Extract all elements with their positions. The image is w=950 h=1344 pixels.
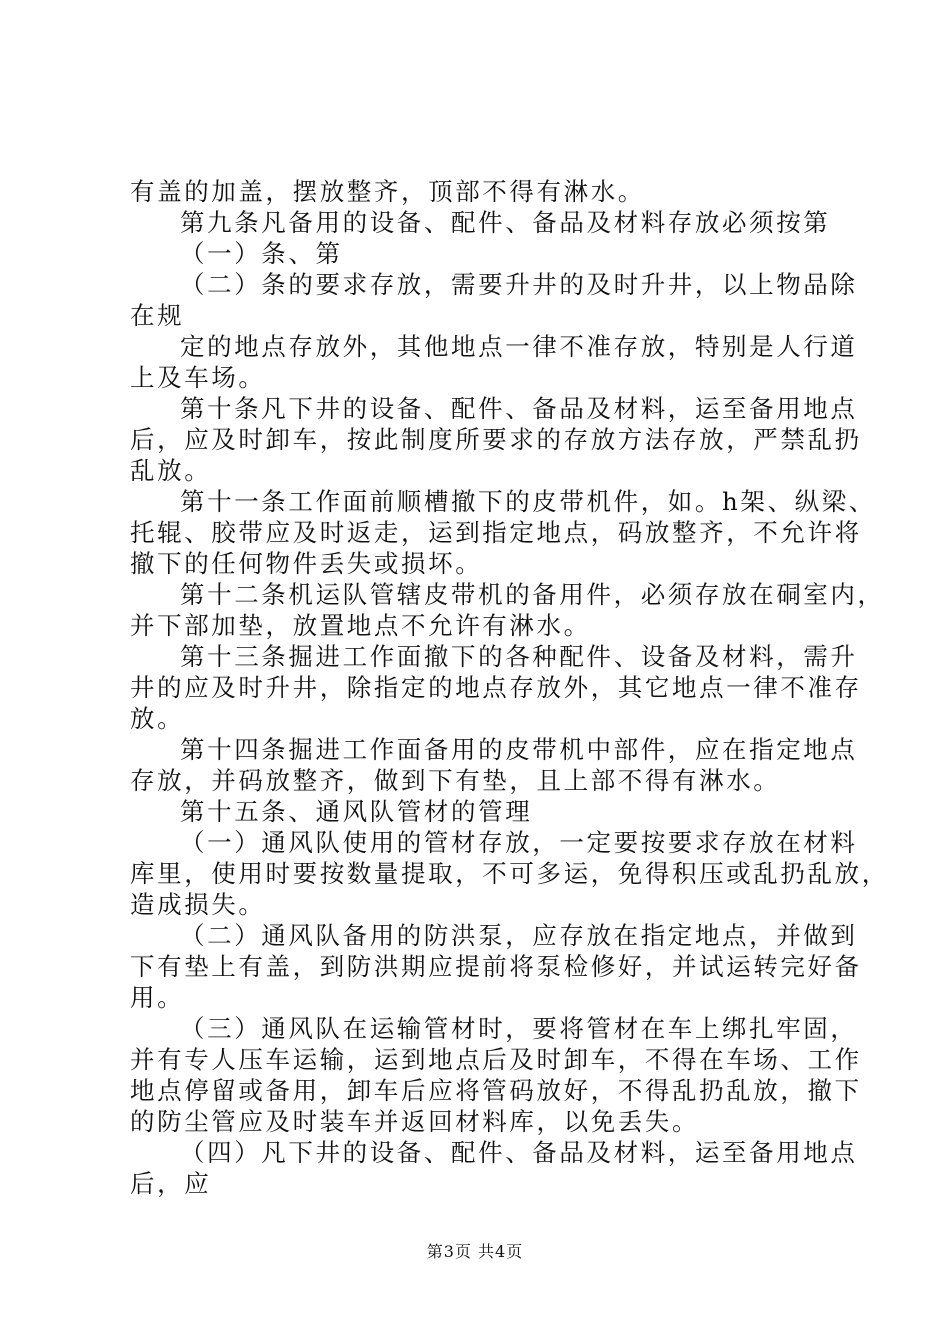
text-line-18: 放。 bbox=[130, 704, 185, 733]
text-line-20: 存放，并码放整齐，做到下有垫，且上部不得有淋水。 bbox=[130, 766, 781, 795]
text-line-8: 第十条凡下井的设备、配件、备品及材料，运至备用地点 bbox=[180, 394, 858, 423]
text-line-16: 第十三条掘进工作面撤下的各种配件、设备及材料，需升 bbox=[180, 642, 858, 671]
text-line-2: 第九条凡备用的设备、配件、备品及材料存放必须按第 bbox=[180, 208, 831, 237]
text-line-11: 第十一条工作面前顺槽撤下的皮带机件，如。h架、纵梁、 bbox=[180, 487, 876, 516]
text-line-17: 井的应及时升井，除指定的地点存放外，其它地点一律不准存 bbox=[130, 673, 862, 702]
text-line-1: 有盖的加盖，摆放整齐，顶部不得有淋水。 bbox=[130, 177, 645, 206]
text-line-7: 上及车场。 bbox=[130, 363, 266, 392]
text-line-19: 第十四条掘进工作面备用的皮带机中部件，应在指定地点 bbox=[180, 735, 858, 764]
text-line-29: 并有专人压车运输，运到地点后及时卸车，不得在车场、工作 bbox=[130, 1045, 862, 1074]
text-line-32: （四）凡下井的设备、配件、备品及材料，运至备用地点 bbox=[180, 1138, 858, 1167]
text-line-9: 后，应及时卸车，按此制度所要求的存放方法存放，严禁乱扔 bbox=[130, 425, 862, 454]
text-line-3: （一）条、第 bbox=[180, 239, 343, 268]
text-line-6: 定的地点存放外，其他地点一律不准存放，特别是人行道 bbox=[180, 332, 858, 361]
text-line-24: 造成损失。 bbox=[130, 890, 266, 919]
text-line-31: 的防尘管应及时装车并返回材料库，以免丢失。 bbox=[130, 1107, 700, 1136]
text-line-28: （三）通风队在运输管材时，要将管材在车上绑扎牢固， bbox=[180, 1014, 858, 1043]
text-line-26: 下有垫上有盖，到防洪期应提前将泵检修好，并试运转完好备 bbox=[130, 952, 862, 981]
text-line-12: 托辊、胶带应及时返走，运到指定地点，码放整齐，不允许将 bbox=[130, 518, 862, 547]
text-line-25: （二）通风队备用的防洪泵，应存放在指定地点，并做到 bbox=[180, 921, 858, 950]
text-line-33: 后，应 bbox=[130, 1169, 212, 1198]
text-line-21: 第十五条、通风队管材的管理 bbox=[180, 797, 533, 826]
page-number-footer: 第3页 共4页 bbox=[426, 1242, 524, 1261]
text-line-22: （一）通风队使用的管材存放，一定要按要求存放在材料 bbox=[180, 828, 858, 857]
text-line-23: 库里，使用时要按数量提取，不可多运，免得积压或乱扔乱放， bbox=[130, 859, 889, 888]
text-line-5: 在规 bbox=[130, 301, 185, 330]
text-line-10: 乱放。 bbox=[130, 456, 212, 485]
text-line-30: 地点停留或备用，卸车后应将管码放好，不得乱扔乱放，撤下 bbox=[130, 1076, 862, 1105]
text-line-13: 撤下的任何物件丢失或损坏。 bbox=[130, 549, 483, 578]
text-line-27: 用。 bbox=[130, 983, 185, 1012]
text-line-14: 第十二条机运队管辖皮带机的备用件，必须存放在硐室内， bbox=[180, 580, 885, 609]
text-line-4: （二）条的要求存放，需要升井的及时升井，以上物品除 bbox=[180, 270, 858, 299]
text-line-15: 并下部加垫，放置地点不允许有淋水。 bbox=[130, 611, 591, 640]
